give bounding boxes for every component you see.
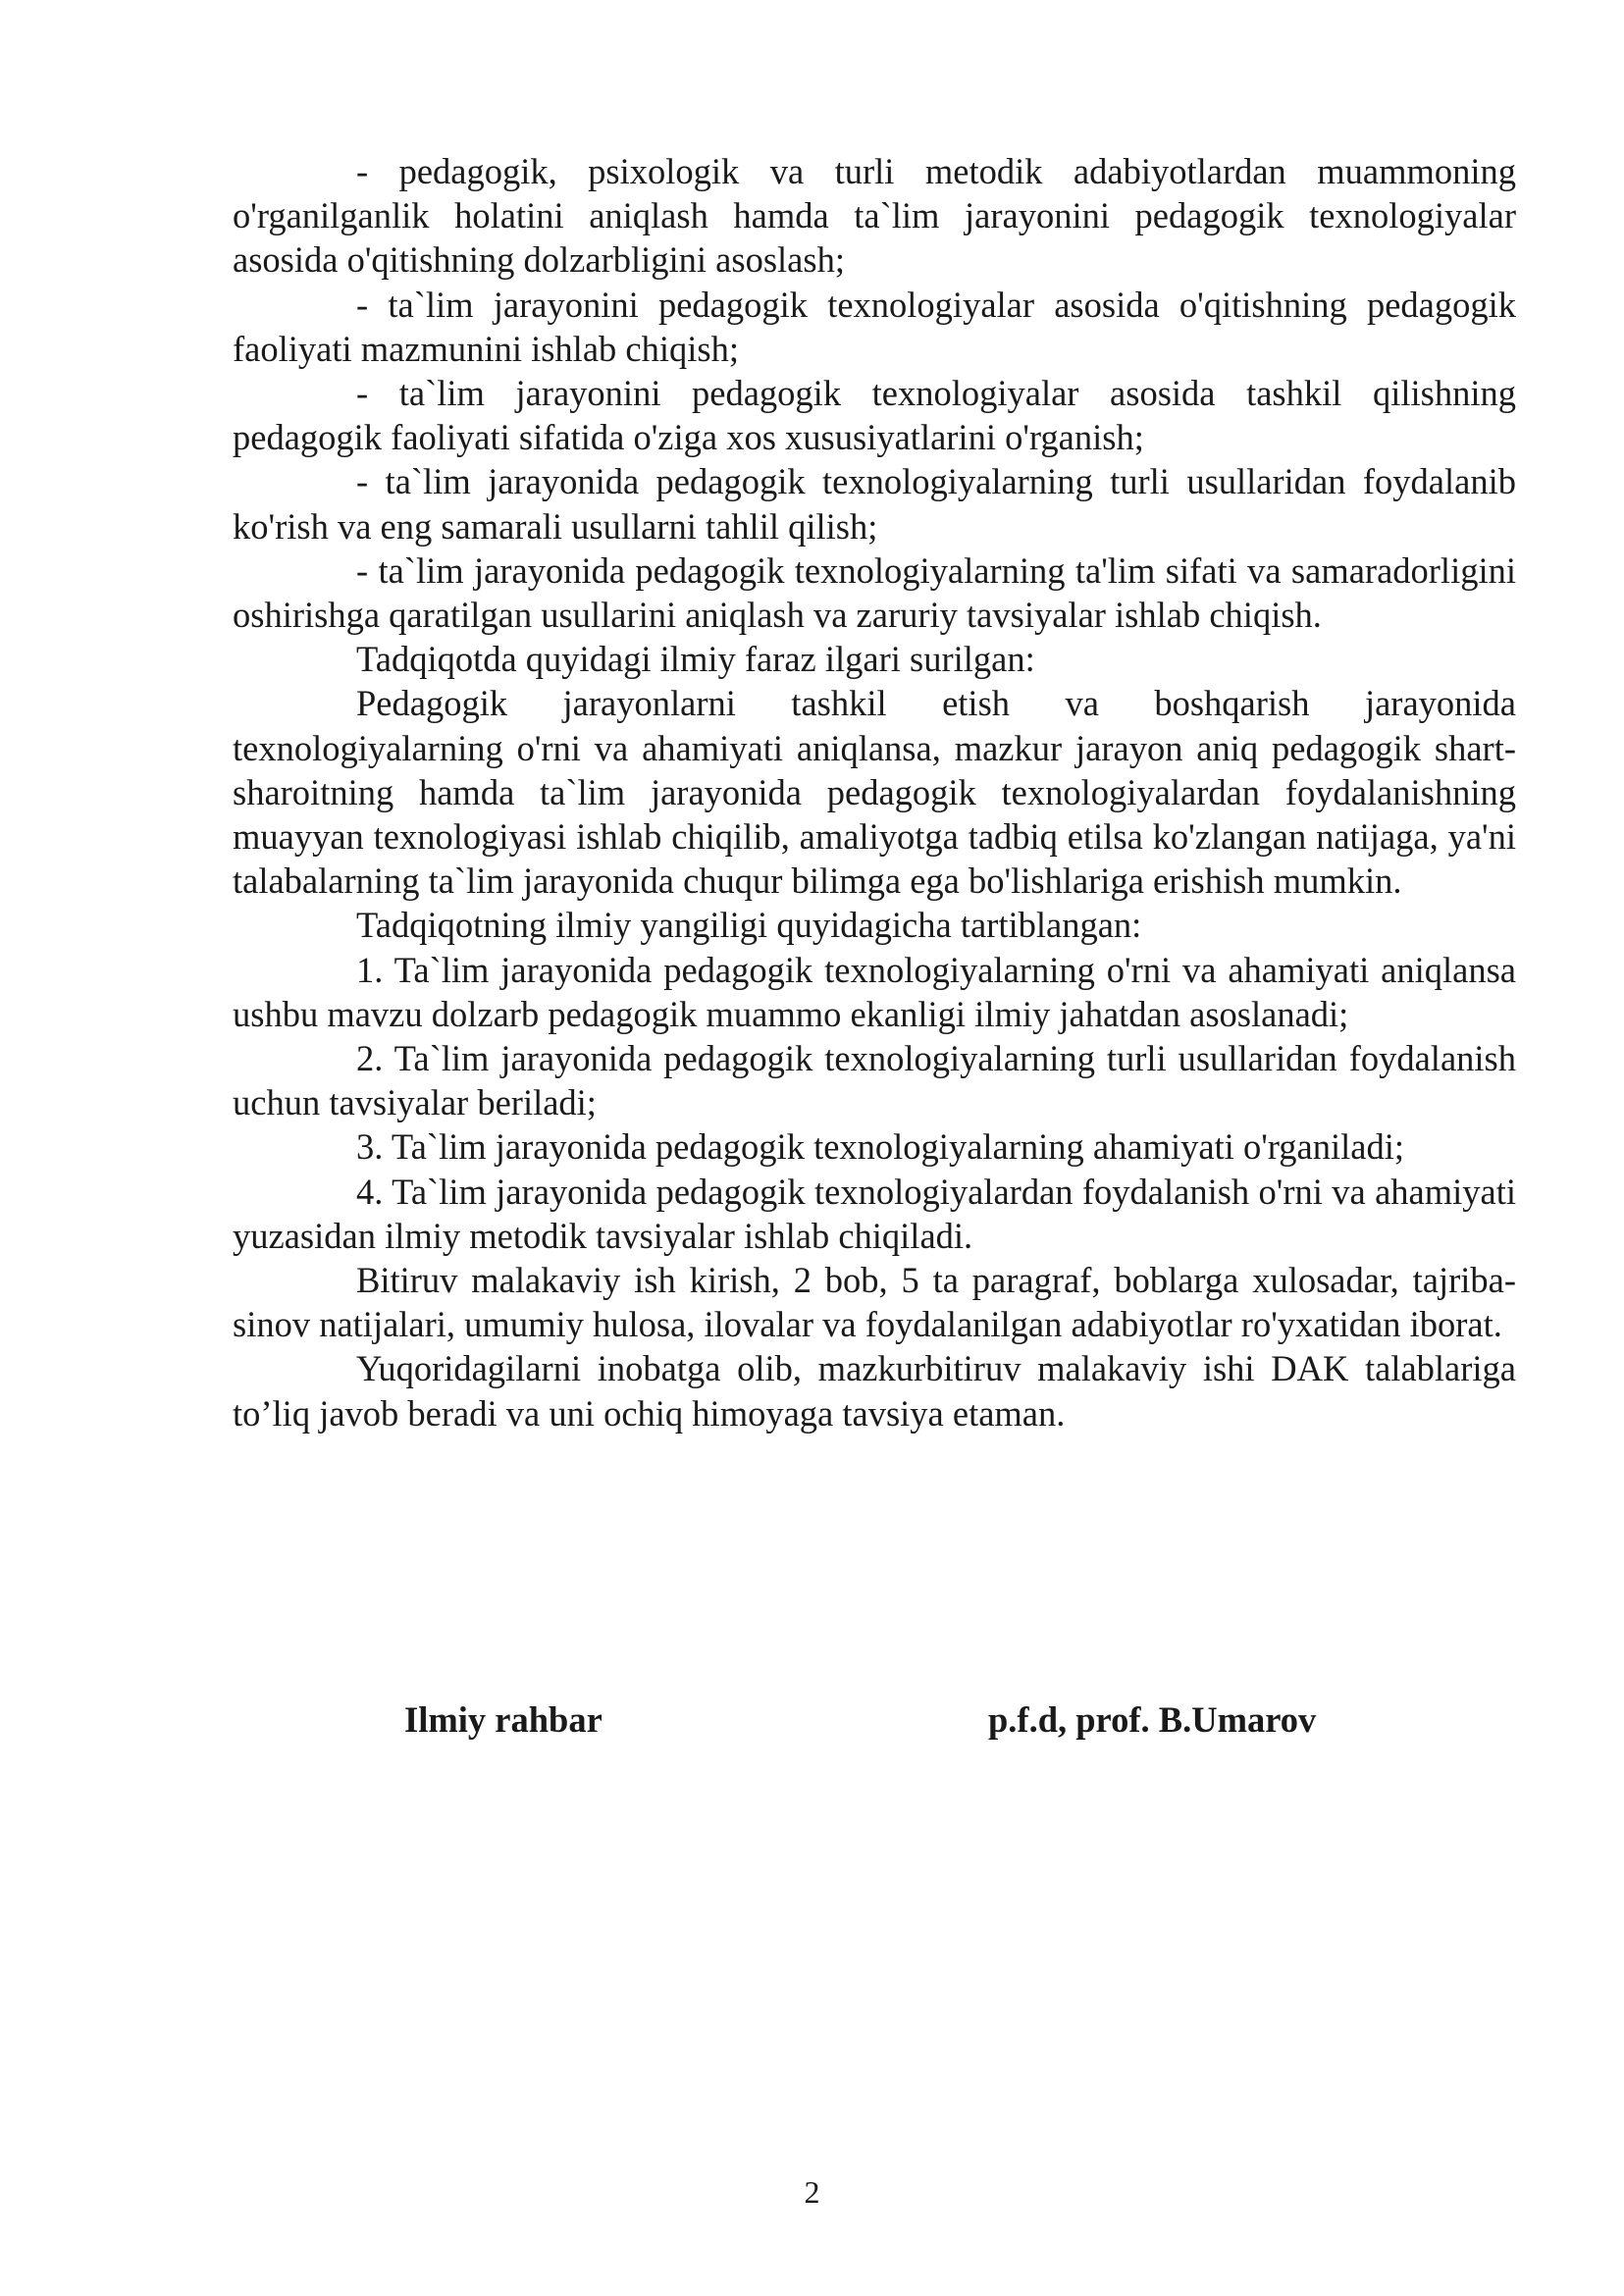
paragraph-task-5: - ta`lim jarayonida pedagogik texnologiyalarning ta'lim sifati va samaradorligini oshirishga qaratilgan usullarini aniqlash va zaruriy tavsiyalar ishlab chiqish. (233, 549, 1516, 636)
paragraph-task-2: - ta`lim jarayonini pedagogik texnologiyalar asosida o'qitishning pedagogik faoliyati mazmunini ishlab chiqish; (233, 284, 1516, 369)
paragraph-structure: Bitiruv malakaviy ish kirish, 2 bob, 5 ta paragraf, boblarga xulosadar, tajriba-sinov natijalari, umumiy hulosa, ilovalar va foydalanilgan adabiyotlar ro'yxatidan iborat. (233, 1260, 1516, 1345)
paragraph-novelty-1: 1. Ta`lim jarayonida pedagogik texnologiyalarning o'rni va ahamiyati aniqlansa ushbu mavzu dolzarb pedagogik muammo ekanligi ilmiy jahatdan asoslanadi; (233, 949, 1516, 1034)
paragraph-novelty-4: 4. Ta`lim jarayonida pedagogik texnologiyalardan foydalanish o'rni va ahamiyati yuzasidan ilmiy metodik tavsiyalar ishlab chiqiladi. (233, 1171, 1516, 1256)
signature-role: Ilmiy rahbar (404, 1699, 602, 1740)
paragraph-novelty-2: 2. Ta`lim jarayonida pedagogik texnologiyalarning turli usullaridan foydalanish uchun tavsiyalar beriladi; (233, 1038, 1516, 1123)
paragraph-hypothesis-intro: Tadqiqotda quyidagi ilmiy faraz ilgari surilgan: (356, 639, 1035, 680)
signature-name: p.f.d, prof. B.Umarov (988, 1699, 1317, 1740)
paragraph-task-1: - pedagogik, psixologik va turli metodik adabiyotlardan muammoning o'rganilganlik holatini aniqlash hamda ta`lim jarayonini pedagogik texnologiyalar asosida o'qitishning dolzarbligini asoslash; (233, 151, 1516, 281)
paragraph-novelty-3: 3. Ta`lim jarayonida pedagogik texnologiyalarning ahamiyati o'rganiladi; (356, 1126, 1404, 1168)
signature-block (0, 1697, 1624, 1747)
paragraph-novelty-intro: Tadqiqotning ilmiy yangiligi quyidagicha tartiblangan: (356, 905, 1142, 946)
document-body (233, 149, 1516, 1435)
paragraph-task-3: - ta`lim jarayonini pedagogik texnologiyalar asosida tashkil qilishning pedagogik faoliyati sifatida o'ziga xos xususiyatlarini o'rganish; (233, 373, 1516, 458)
paragraph-conclusion: Yuqoridagilarni inobatga olib, mazkurbitiruv malakaviy ishi DAK talablariga to’liq javob beradi va uni ochiq himoyaga tavsiya etaman. (233, 1348, 1516, 1434)
page-number: 2 (804, 2174, 820, 2210)
paragraph-hypothesis: Pedagogik jarayonlarni tashkil etish va boshqarish jarayonida texnologiyalarning o'rni va ahamiyati aniqlansa, mazkur jarayon aniq pedagogik shart-sharoitning hamda ta`lim jarayonida pedagogik texnologiyalardan foydalanishning muayyan texnologiyasi ishlab chiqilib, amaliyotga tadbiq etilsa ko'zlangan natijaga, ya'ni talabalarning ta`lim jarayonida chuqur bilimga ega bo'lishlariga erishish mumkin. (233, 683, 1516, 902)
paragraph-task-4: - ta`lim jarayonida pedagogik texnologiyalarning turli usullaridan foydalanib ko'rish va eng samarali usullarni tahlil qilish; (233, 461, 1516, 547)
